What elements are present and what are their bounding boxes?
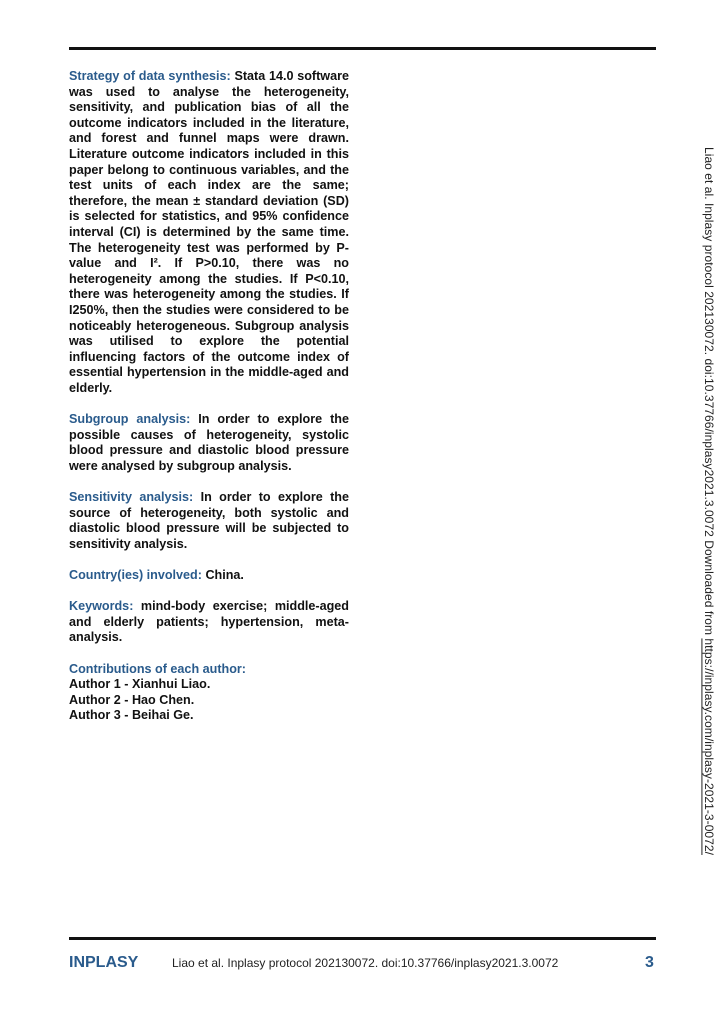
contributions-heading: Contributions of each author: [69,661,247,676]
top-rule [69,47,656,50]
contributions-section [69,662,349,724]
strategy-paragraph [69,69,349,396]
keywords-paragraph [69,599,349,646]
country-heading: Country(ies) involved: [69,568,202,582]
main-content [69,69,349,724]
side-citation-text: Liao et al. Inplasy protocol 202130072. doi:10.37766/inplasy2021.3.0072 Downloaded from [702,147,716,639]
author-line: Author 1 - Xianhui Liao. [69,677,211,692]
keywords-text: mind-body exercise; middle-aged and elderly patients; hypertension, meta-analysis. [69,599,349,645]
author-line: Author 2 - Hao Chen. [69,692,195,707]
bottom-rule [69,937,656,940]
country-paragraph [69,568,349,584]
sensitivity-heading: Sensitivity analysis: [69,490,194,505]
author-line: Author 3 - Beihai Ge. [69,708,194,723]
subgroup-paragraph [69,412,349,474]
sensitivity-text: In order to explore the source of heterogeneity, both systolic and diastolic blood pressure will be subjected to sensitivity analysis. [69,490,349,551]
footer-brand: INPLASY [69,954,139,971]
sensitivity-paragraph [69,490,349,552]
side-citation [702,147,716,855]
subgroup-heading: Subgroup analysis: [69,412,191,427]
footer-citation: Liao et al. Inplasy protocol 202130072. doi:10.37766/inplasy2021.3.0072 [172,956,559,970]
country-text: China. [205,568,244,582]
download-link[interactable]: https://inplasy.com/inplasy-2021-3-0072/ [702,638,716,855]
keywords-heading: Keywords: [69,599,134,614]
strategy-text: Stata 14.0 software was used to analyse the heterogeneity, sensitivity, and publication bias of all the outcome indicators included in the literature, and forest and funnel maps were drawn. Literature outcome indicators included in this paper belong to continuous variables, and the test units of each index are the same; therefore, the mean ± standard deviation (SD) is selected for statistics, and 95% confidence interval (CI) is determined by the same time. The heterogeneity test was performed by P-value and I². If P>0.10, there was no heterogeneity among the studies. If P<0.10, there was heterogeneity among the studies. If I250%, then the studies were considered to be noticeably heterogeneous. Subgroup analysis was utilised to explore the potential influencing factors of the outcome index of essential hypertension in the middle-aged and elderly. [69,69,350,395]
strategy-heading: Strategy of data synthesis: [69,69,231,83]
subgroup-text: In order to explore the possible causes of heterogeneity, systolic blood pressure and diastolic blood pressure were analysed by subgroup analysis. [69,412,349,473]
page-number: 3 [645,954,654,971]
